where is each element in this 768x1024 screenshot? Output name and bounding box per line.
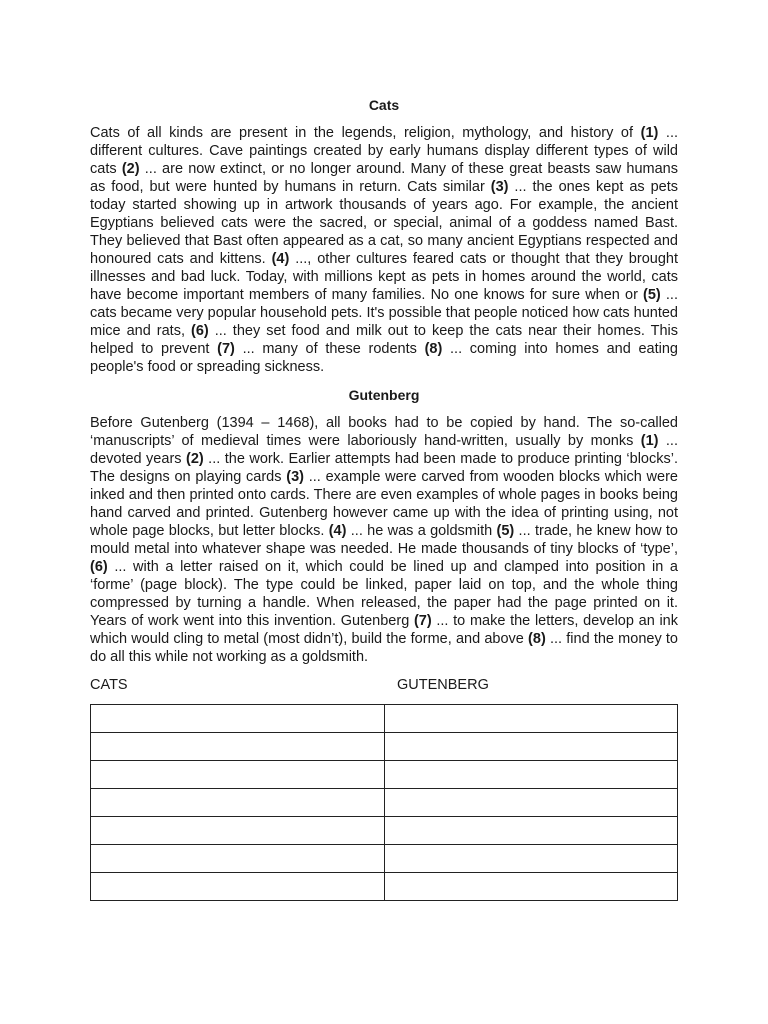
gutenberg-column-header: GUTENBERG [397,677,489,693]
paragraph-text: ... he was a goldsmith [346,523,497,539]
cats-answer-cell[interactable] [91,817,385,845]
section-title: Cats [368,97,400,113]
gutenberg-answer-cell[interactable] [384,817,678,845]
gap-number: (1) [640,433,659,449]
gutenberg-answer-cell[interactable] [384,761,678,789]
document-page [90,96,678,901]
gap-number: (1) [640,125,659,141]
gutenberg-answer-cell[interactable] [384,705,678,733]
gap-number: (3) [490,179,509,195]
paragraph-text: Cats of all kinds are present in the legends, religion, mythology, and history of [90,125,641,141]
paragraph-text: ... find the money to do all this while not working as a goldsmith. [90,631,678,665]
paragraph-text: ... different cultures. Cave paintings created by early humans display different types of wild cats [90,125,678,177]
gutenberg-answer-cell[interactable] [384,845,678,873]
table-row [91,705,678,733]
cats-answer-cell[interactable] [91,733,385,761]
section-paragraph [90,414,678,666]
paragraph-text: ..., other cultures feared cats or thought that they brought illnesses and bad luck. Today, with millions kept as pets in homes around the world, cats have become important members of many families. No one knows for sure when or [90,251,678,303]
gap-number: (7) [413,613,432,629]
paragraph-text: ... cats became very popular household pets. It's possible that people noticed how cats hunted mice and rats, [90,287,678,339]
gap-number: (6) [191,323,209,339]
table-row [91,817,678,845]
table-row [91,761,678,789]
gap-number: (5) [496,523,515,539]
gap-number: (4) [328,523,347,539]
answer-headers [90,676,678,694]
gutenberg-answer-cell[interactable] [384,789,678,817]
cats-answer-cell[interactable] [91,705,385,733]
cats-answer-cell[interactable] [91,845,385,873]
paragraph-text: ... they set food and milk out to keep the cats near their homes. This helped to prevent [90,323,679,357]
gap-number: (8) [424,341,443,357]
cats-column-header: CATS [90,677,128,693]
cats-answer-cell[interactable] [91,789,385,817]
paragraph-text: ... the work. Earlier attempts had been made to produce printing ‘blocks’. The designs on playing cards [90,451,678,485]
paragraph-text: ... the ones kept as pets today started showing up in artwork thousands of years ago. For example, the ancient Egyptians believed cats were the sacred, or special, animal of a goddess named Bast. They believed that Bast often appeared as a cat, so many ancient Egyptians respected and honoured cats and kittens. [90,179,678,267]
gutenberg-answer-cell[interactable] [384,733,678,761]
gap-number: (3) [286,469,304,485]
cats-answer-cell[interactable] [91,761,385,789]
cats-answer-cell[interactable] [91,873,385,901]
section-gutenberg [90,386,678,666]
paragraph-text: ... coming into homes and eating people's food or spreading sickness. [90,341,678,375]
paragraph-text: ... devoted years [90,433,678,467]
answer-table [90,704,678,901]
paragraph-text: ... trade, he knew how to mould metal into whatever shape was needed. He made thousands of tiny blocks of ‘type’, [90,523,678,557]
gap-number: (4) [271,251,290,267]
paragraph-text: ... with a letter raised on it, which could be lined up and clamped into position in a ‘forme’ (page block). The type could be linked, paper laid on top, and the whole thing compressed by turning a handle. When released, the paper had the page printed on it. Years of work went into this invention. Gutenberg [90,559,678,629]
paragraph-text: ... to make the letters, develop an ink which would cling to metal (most didn’t), build the forme, and above [90,613,678,647]
gutenberg-answer-cell[interactable] [384,873,678,901]
section-title: Gutenberg [348,387,420,403]
gap-number: (2) [185,451,204,467]
section-paragraph [90,124,678,376]
table-row [91,845,678,873]
gap-number: (6) [90,559,108,575]
table-row [91,789,678,817]
gap-number: (2) [121,161,140,177]
paragraph-text: ... are now extinct, or no longer around. Many of these great beasts saw humans as food, but were hunted by humans in return. Cats similar [90,161,678,195]
gap-number: (8) [528,631,546,647]
section-cats [90,96,678,376]
table-row [91,733,678,761]
paragraph-text: ... many of these rodents [234,341,425,357]
gap-number: (5) [643,287,661,303]
table-row [91,873,678,901]
gap-number: (7) [217,341,235,357]
paragraph-text: ... example were carved from wooden blocks which were inked and then printed onto cards. There are even examples of whole pages in books being hand carved and printed. Gutenberg however came up with the idea of printing using, not whole page blocks, but letter blocks. [90,469,678,539]
paragraph-text: Before Gutenberg (1394 – 1468), all books had to be copied by hand. The so-called ‘manuscripts’ of medieval times were laboriously hand-written, usually by monks [90,415,678,449]
